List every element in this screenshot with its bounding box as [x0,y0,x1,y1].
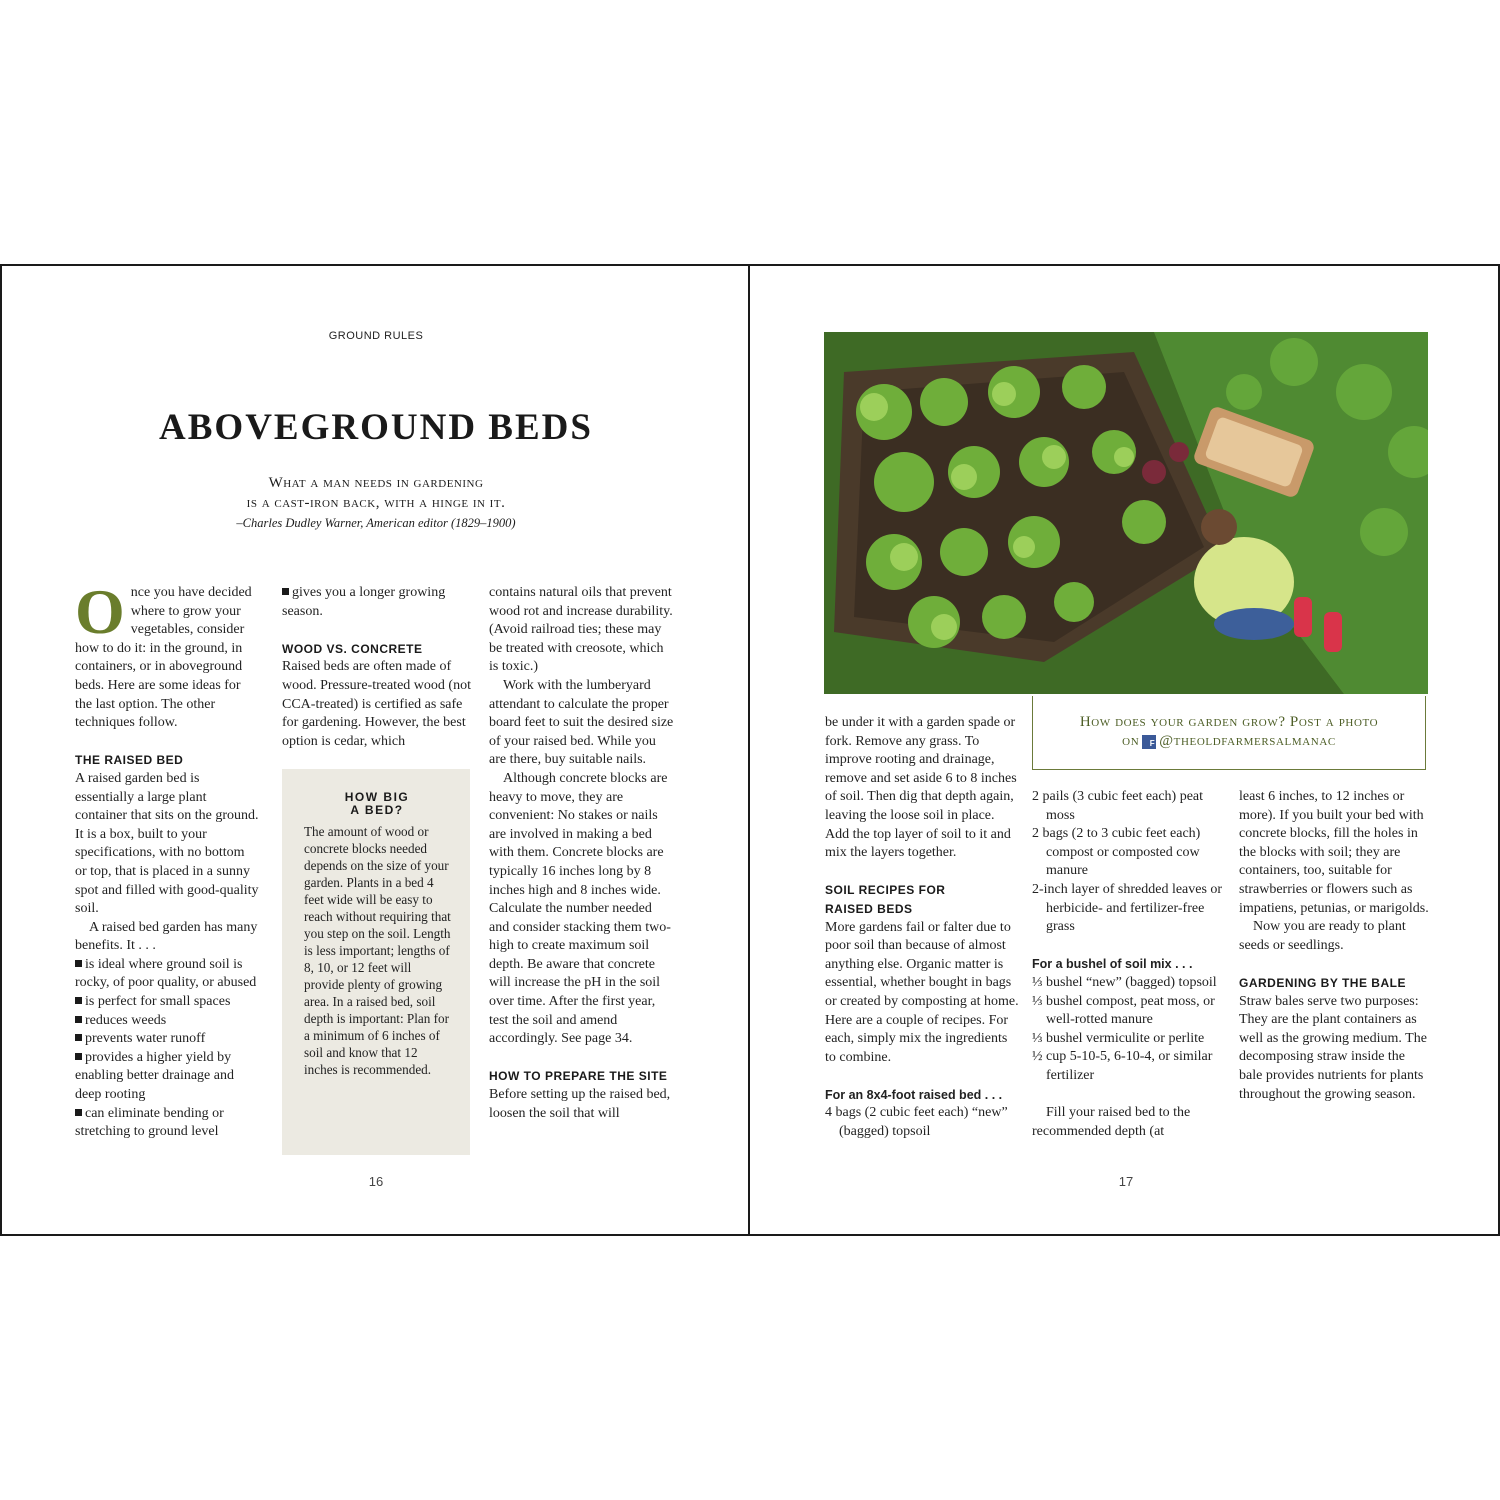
quote-attribution: –Charles Dudley Warner, American editor (1829–1900) [236,516,516,530]
photo-callout [1032,696,1426,770]
section-head-prepare-site: HOW TO PREPARE THE SITE [489,1069,668,1084]
garden-photo-illustration [824,332,1428,694]
garden-photo [824,332,1428,694]
raised-bed-paragraph-1: A raised garden bed is essentially a large plant container that sits on the ground. It is a box, built to your specifications, with no bottom or top, that is placed in a sunny spot and filled with good-quality soil. [75,770,259,917]
page-title: ABOVEGROUND BEDS [159,407,593,448]
list-item: can eliminate bending or stretching to ground level [75,1105,224,1140]
right-column-2 [1032,788,1226,1141]
running-head: GROUND RULES [328,330,424,342]
soil-paragraph: More gardens fail or falter due to poor soil than because of almost anything else. Organic matter is essential, whether bought in bags or created by composting at home. Here are a couple of recipes. For each, simply mix the ingredients to combine. [825,919,1019,1065]
list-item: ⅓ bushel compost, peat moss, or well-rotted manure [1032,993,1215,1028]
list-item: ⅓ bushel vermiculite or perlite [1032,1030,1205,1046]
list-item: 2 pails (3 cubic feet each) peat moss [1032,789,1204,823]
left-column-2 [282,584,472,751]
containers-paragraph: least 6 inches, to 12 inches or more). If you built your bed with concrete blocks, fill the holes in the blocks with soil; they are containers, too, suitable for strawberries or flowers such as impatiens, petunias, or marigolds. [1239,789,1429,916]
quote-line-2: is a cast-iron back, with a hinge in it. [246,495,506,511]
list-item: is ideal where ground soil is rocky, of poor quality, or abused [75,956,257,991]
intro-paragraph [75,576,259,733]
left-page [0,264,750,1236]
list-item: ½ cup 5-10-5, 6-10-4, or similar fertilizer [1032,1049,1213,1083]
list-item: 2-inch layer of shredded leaves or herbicide- and fertilizer-free grass [1032,881,1223,935]
quote-line-1: What a man needs in gardening [268,475,484,491]
bullet-square-icon [282,588,289,595]
left-column-1 [75,576,259,1142]
list-item: prevents water runoff [75,1030,259,1049]
list-item: provides a higher yield by enabling better drainage and deep rooting [75,1049,234,1103]
right-page [748,264,1500,1236]
col3-paragraph-2: Work with the lumberyard attendant to calculate the proper board feet to suit the desired size of your raised bed. While you are there, buy suitable nails. [489,677,674,768]
bullet-square-icon [75,960,82,967]
bale-paragraph: Straw bales serve two purposes: They are the plant containers as well as the growing medium. The decomposing straw inside the bale provides nutrients for plants throughout the growing season. [1239,993,1427,1102]
page-number-right: 17 [1118,1174,1134,1189]
section-head-bale: GARDENING BY THE BALE [1239,975,1406,990]
raised-bed-paragraph-2: A raised bed garden has many benefits. It . . . [75,919,258,954]
sidebar-title: HOW BIG A BED? [344,790,410,817]
drop-cap: O [75,576,125,647]
fill-paragraph: Fill your raised bed to the recommended depth (at [1032,1105,1191,1139]
bullet-square-icon [75,1053,82,1060]
facebook-icon: f [1142,735,1156,749]
recipe-2-head: For a bushel of soil mix . . . [1032,957,1193,972]
list-item: 4 bags (2 cubic feet each) “new” (bagged) topsoil [825,1105,1008,1140]
recipe-1-head: For an 8x4-foot raised bed . . . [825,1087,1003,1102]
prep-paragraph: be under it with a garden spade or fork. Remove any grass. To improve rooting and drainage, remove and set aside 6 to 8 inches of soil. Then dig that depth again, leaving the loose soil in place. Add the top layer of soil to it and mix the layers together. [825,715,1017,861]
epigraph [2,473,750,533]
list-item: reduces weeds [75,1012,259,1031]
col3-paragraph-3: Although concrete blocks are heavy to move, they are convenient: No stakes or nails are involved in making a bed with them. Concrete blocks are typically 16 inches long by 8 inches high and 8 inches wide. Calculate the number needed and consider stacking them two-high to create maximum soil depth. Be aware that concrete will increase the pH in the soil over time. After the first year, test the soil and amend accordingly. See page 34. [489,770,671,1047]
section-head-raised-bed: THE RAISED BED [75,753,184,768]
section-head-wood-vs-concrete: WOOD VS. CONCRETE [282,641,423,656]
social-handle[interactable]: @theoldfarmersalmanac [1159,733,1336,749]
col3-paragraph-1: contains natural oils that prevent wood rot and increase durability. (Avoid railroad ties; these may be treated with creosote, which is toxic.) [489,585,673,675]
list-item: is perfect for small spaces [75,993,259,1012]
list-item: gives you a longer growing season. [282,585,446,619]
bullet-square-icon [75,997,82,1004]
sidebar-text: The amount of wood or concrete blocks needed depends on the size of your garden. Plants in a bed 4 feet wide will be easy to reach without requiring that you step on the soil. Length is less important; lengths of 8, 10, or 12 feet will provide plenty of growing area. In a raised bed, soil depth is important: Plan for a minimum of 6 inches of soil and know that 12 inches is recommended. [304,824,451,1077]
right-column-1 [825,714,1019,1142]
section-head-soil-recipes: SOIL RECIPES FOR RAISED BEDS [825,883,946,916]
site-paragraph: Before setting up the raised bed, loosen the soil that will [489,1087,671,1121]
callout-line-2: on f @theoldfarmersalmanac [1122,733,1336,749]
left-column-3 [489,584,675,1123]
sidebar-how-big-a-bed [282,769,470,1155]
bullet-square-icon [75,1016,82,1023]
list-item: ⅓ bushel “new” (bagged) topsoil [1032,974,1217,990]
book-spread [0,264,1500,1236]
right-column-3 [1239,788,1429,1104]
wood-paragraph: Raised beds are often made of wood. Pressure-treated wood (not CCA-treated) is certified as safe for gardening. However, the best option is cedar, which [282,659,471,749]
bullet-square-icon [75,1109,82,1116]
list-item: 2 bags (2 to 3 cubic feet each) compost or composted cow manure [1032,826,1201,879]
bullet-square-icon [75,1034,82,1041]
page-number-left: 16 [368,1174,384,1189]
ready-paragraph: Now you are ready to plant seeds or seedlings. [1239,919,1406,953]
intro-text: nce you have decided where to grow your vegetables, consider how to do it: in the ground, in containers, or in aboveground beds. Here are some ideas for the last option. The other techniques follow. [75,585,252,731]
callout-line-1: How does your garden grow? Post a photo [1079,714,1379,730]
